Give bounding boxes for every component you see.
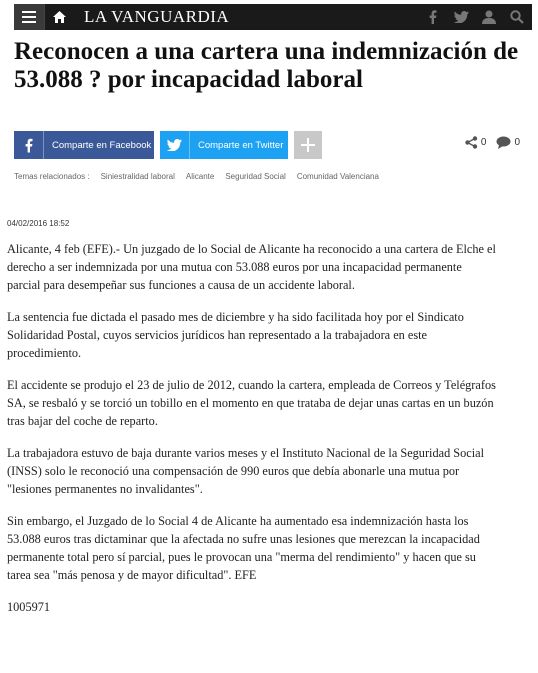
twitter-icon[interactable] — [452, 8, 470, 26]
hamburger-icon[interactable] — [14, 4, 44, 30]
facebook-icon[interactable] — [424, 8, 442, 26]
site-logo[interactable]: LA VANGUARDIA — [84, 7, 230, 26]
home-icon[interactable] — [44, 4, 74, 30]
topic-link[interactable]: Seguridad Social — [225, 172, 286, 181]
top-nav-bar — [14, 4, 532, 30]
plus-icon — [301, 138, 315, 152]
comment-count[interactable] — [496, 136, 520, 149]
share-facebook-button[interactable] — [14, 131, 154, 159]
topic-link[interactable]: Comunidad Valenciana — [296, 172, 379, 181]
share-more-button[interactable] — [294, 131, 322, 159]
article-paragraph: La sentencia fue dictada el pasado mes de diciembre y ha sido facilitada hoy por el Sindicato Solidaridad Postal, cuyos servicios jurídicos han representado a la trabajadora en este procedimiento. — [7, 310, 464, 360]
share-counts — [465, 136, 520, 149]
article-paragraph: El accidente se produjo el 23 de julio de 2012, cuando la cartera, empleada de Correos y Telégrafos SA, se resbaló y se torció un tobillo en el momento en que trataba de dejar unas cartas en un buzón tras bajar del coche de reparto. — [7, 378, 496, 428]
article-code: 1005971 — [7, 600, 51, 614]
article-body — [7, 240, 497, 630]
share-icon — [465, 136, 478, 149]
topic-link[interactable]: Alicante — [185, 172, 215, 181]
share-facebook-label: Comparte en Facebook — [52, 139, 152, 151]
comment-icon — [496, 136, 511, 149]
twitter-icon — [160, 131, 190, 159]
topic-link[interactable]: Siniestralidad laboral — [100, 172, 175, 181]
article-date: 04/02/2016 18:52 — [7, 219, 70, 228]
share-count[interactable] — [465, 136, 487, 149]
nav-right-icons — [424, 4, 526, 30]
share-bar — [14, 131, 520, 159]
related-topics — [14, 172, 379, 181]
share-count-value: 0 — [480, 137, 487, 148]
article-paragraph: La trabajadora estuvo de baja durante varios meses y el Instituto Nacional de la Seguridad Social (INSS) solo le reconoció una compensación de 990 euros que debía abonarle una mutua por "lesiones permanentes no invalidantes". — [7, 446, 485, 496]
facebook-icon — [14, 131, 44, 159]
comment-count-value: 0 — [514, 137, 520, 148]
user-icon[interactable] — [480, 8, 498, 26]
article-paragraph: Alicante, 4 feb (EFE).- Un juzgado de lo Social de Alicante ha reconocido a una cartera de Elche el derecho a ser indemnizada por una mutua con 53.088 euros por una incapacidad permanente parcial para desempeñar sus funciones a causa de un accidente laboral. — [7, 242, 496, 292]
search-icon[interactable] — [508, 8, 526, 26]
article-headline: Reconocen a una cartera una indemnización de 53.088 ? por incapacidad laboral — [14, 38, 519, 93]
article-paragraph: Sin embargo, el Juzgado de lo Social 4 de Alicante ha aumentado esa indemnización hasta los 53.088 euros tras dictaminar que la afectada no sufre unas lesiones que merezcan la incapacidad permanente total pero sí parcial, pues le provocan una "merma del rendimiento" y hacen que su tarea sea "más penosa y de mayor dificultad". EFE — [7, 514, 480, 582]
related-topics-label: Temas relacionados : — [14, 172, 90, 181]
share-twitter-button[interactable] — [160, 131, 288, 159]
share-twitter-label: Comparte en Twitter — [198, 139, 284, 151]
